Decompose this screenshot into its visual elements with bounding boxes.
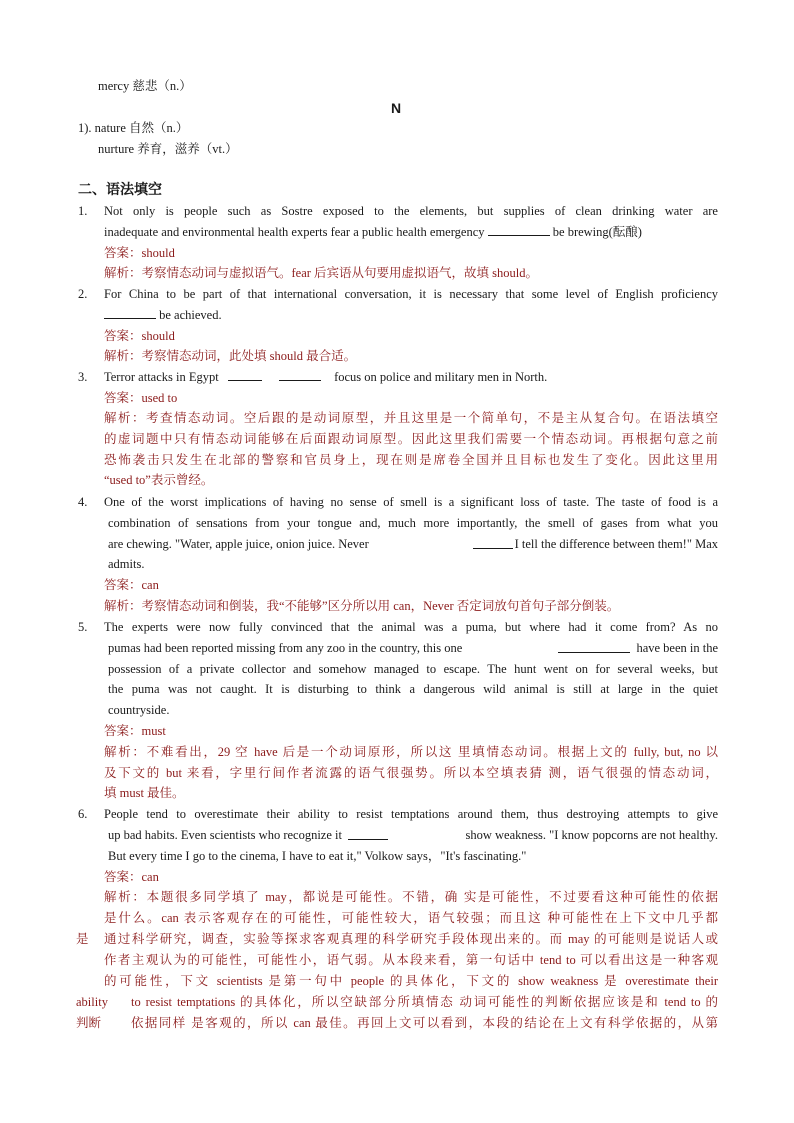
q3-text-before: Terror attacks in Egypt [104,370,219,384]
q5-analysis-line2: 及下文的 but 来看，字里行间作者流露的语气很强势。所以本空填表猜 测，语气很强的情态动词， [104,766,718,780]
q4-analysis: 解析：考察情态动词和倒装，我“不能够”区分所以用 can，Never 否定词放句首句子部分倒装。 [104,599,620,613]
q3-text-after: focus on police and military men in North. [334,370,548,384]
q6-analysis-line6: to resist temptations 的具体化，所以空缺部分所填情态 动词可能性的判断依据应该是和 tend to 的 [131,995,718,1009]
q1-number: 1. [78,204,88,218]
q1-text-line2-before: inadequate and environmental health experts fear a public health emergency [104,225,485,239]
q5-text-line4: the puma was not caught. It is disturbing to think a dangerous wild animal is still at large in the quiet [108,682,718,696]
q3-analysis-line4: “used to”表示曾经。 [104,473,214,487]
q4-text-line3 [108,534,718,554]
q6-analysis-line5: 的可能性，下文 scientists 是第一句中 people 的具体化，下文的 show weakness 是 overestimate their [104,974,718,988]
q1-analysis: 解析：考察情态动词与虚拟语气。fear 后宾语从句要用虚拟语气，故填 should。 [104,266,539,280]
q5-text-line5: countryside. [108,703,170,717]
q1-answer: 答案：should [104,246,175,260]
q2-analysis: 解析：考察情态动词，此处填 should 最合适。 [104,349,357,363]
q6-text-line1: People tend to overestimate their ability to resist temptations around them, thus destroying attempts to give [104,807,718,821]
q4-text-line4: admits. [108,557,145,571]
q6-analysis-line7-start: 判断 [76,1016,102,1030]
q6-text-line2-after: show weakness. "I know popcorns are not healthy. [465,828,718,842]
q2-answer: 答案：should [104,329,175,343]
q5-text-line2-after: have been in the [636,641,718,655]
q2-number: 2. [78,287,88,301]
q4-text-line3-before: are chewing. "Water, apple juice, onion juice. Never [108,537,369,551]
q4-text-line1: One of the worst implications of having no sense of smell is a significant loss of taste. The taste of food is a [104,495,718,509]
vocab-letter-heading: N [391,100,402,116]
q3-analysis-line1: 解析：考查情态动词。空后跟的是动词原型，并且这里是一个简单句，不是主从复合句。在语法填空 [104,411,718,425]
q4-text-line2: combination of sensations from your tongue and, much more importantly, the smell of gases from what you [108,516,718,530]
q5-answer: 答案：must [104,724,166,738]
q5-analysis-line3: 填 must 最佳。 [104,786,185,800]
q2-text-line1: For China to be part of that international conversation, it is necessary that some level of English proficiency [104,287,718,301]
q6-analysis-line3: 通过科学研究，调查，实验等探求客观真理的科学研究手段体现出来的。而 may 的可能则是说话人或 [104,932,718,946]
q2-text-line2 [104,305,222,325]
q4-text-line3-after: I tell the difference between them!" Max [514,537,718,551]
q3-blank-2[interactable] [279,368,321,381]
q1-text-line2 [104,222,642,242]
q2-text-line2-after: be achieved. [159,308,222,322]
q5-number: 5. [78,620,88,634]
q5-text-line3: possession of a private collector and somehow managed to escape. The hunt went on for several weeks, but [108,662,718,676]
q3-blank-1[interactable] [228,368,262,381]
q2-blank[interactable] [104,306,156,319]
section-title: 二、语法填空 [78,182,162,198]
q4-answer: 答案：can [104,578,159,592]
q6-analysis-line6-start: ability [76,995,108,1009]
q6-analysis-line4: 作者主观认为的可能性，可能性小，语气弱。从本段来看，第一句话中 tend to 可以看出这是一种客观 [104,953,718,967]
vocab-nurture: nurture 养育，滋养（vt.） [98,142,238,156]
q3-answer: 答案：used to [104,391,178,405]
q1-text-line1: Not only is people such as Sostre exposed to the elements, but supplies of clean drinking water are [104,204,718,218]
q4-number: 4. [78,495,88,509]
q6-analysis-line1: 解析：本题很多同学填了 may，都说是可能性。不错，确 实是可能性，不过要看这种可能性的依据 [104,890,718,904]
q5-analysis-line1: 解析：不难看出，29 空 have 后是一个动词原形，所以这 里填情态动词。根据上文的 fully, but, no 以 [104,745,718,759]
q6-number: 6. [78,807,88,821]
q6-text-line3: But every time I go to the cinema, I have to eat it," Volkow says，"It's fascinating." [108,849,527,863]
q4-blank[interactable] [473,536,513,549]
q1-text-line2-after: be brewing(酝酿) [552,225,642,239]
q6-blank[interactable] [348,827,388,840]
q5-text-line2-before: pumas had been reported missing from any zoo in the country, this one [108,641,463,655]
q1-blank[interactable] [488,223,550,236]
q3-text-line1 [104,367,547,387]
q6-text-line2 [108,825,718,845]
q3-number: 3. [78,370,88,384]
q5-text-line1: The experts were now fully convinced that the animal was a puma, but where had it come from? As no [104,620,718,634]
vocab-mercy: mercy 慈悲（n.） [98,79,192,93]
q6-analysis-line7: 依据同样 是客观的，所以 can 最佳。再回上文可以看到，本段的结论在上文有科学依据的，从第 [131,1016,718,1030]
q6-answer: 答案：can [104,870,159,884]
q6-analysis-line3-start: 是 [76,932,89,946]
q6-text-line2-before: up bad habits. Even scientists who recognize it [108,828,342,842]
q3-analysis-line3: 恐怖袭击只发生在北部的警察和官员身上，现在则是席卷全国并且目标也发生了变化。因此这里用 [104,453,718,467]
q3-analysis-line2: 的虚词题中只有情态动词能够在后面跟动词原型。因此这里我们需要一个情态动词。再根据句意之前 [104,432,718,446]
q5-blank[interactable] [558,640,630,653]
vocab-nature: 1). nature 自然（n.） [78,121,189,135]
q5-text-line2 [108,638,718,658]
q6-analysis-line2: 是什么。can 表示客观存在的可能性，可能性较大，语气较强；而且这 种可能性在上下文中几乎都 [104,911,718,925]
